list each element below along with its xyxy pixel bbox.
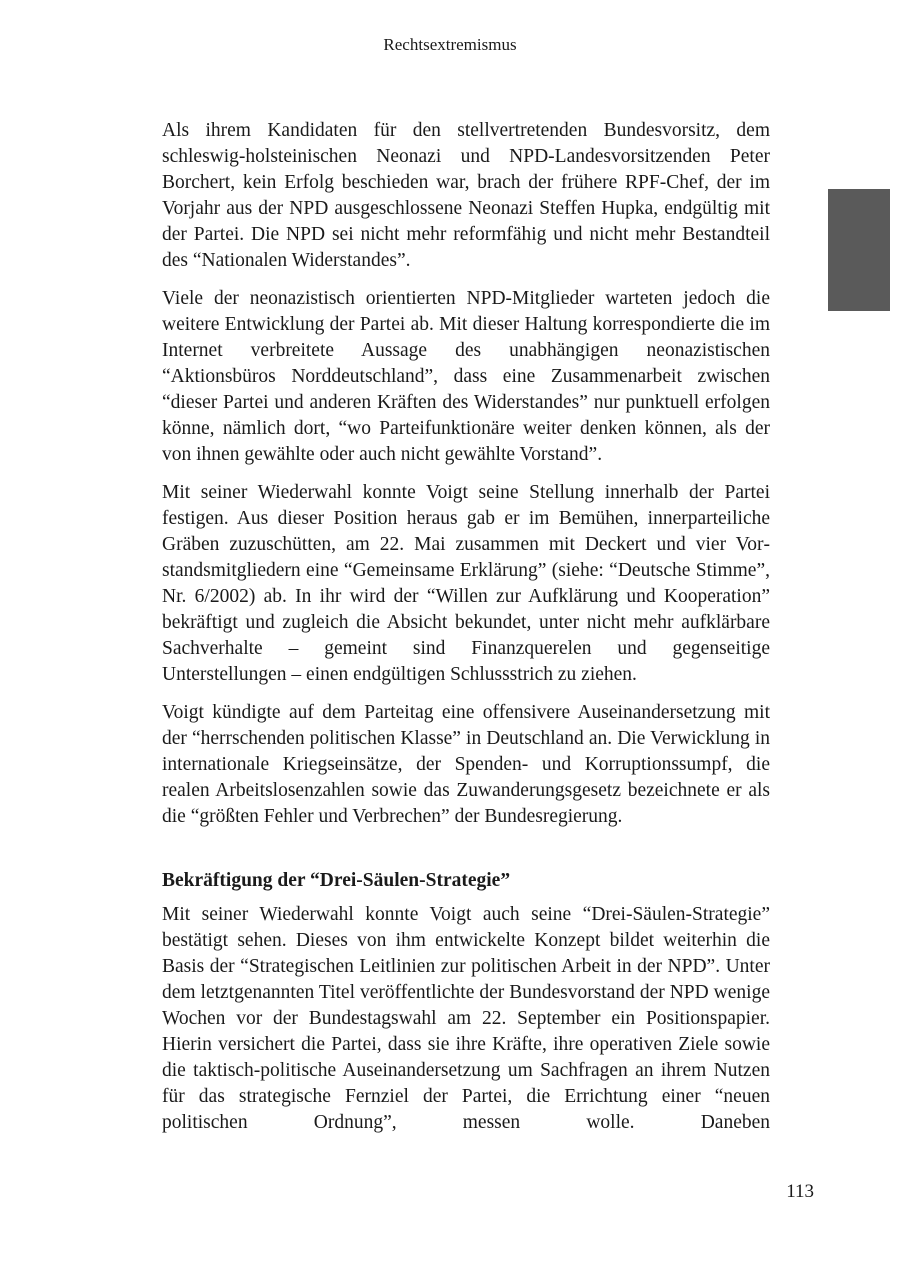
body-paragraph: Mit seiner Wiederwahl konnte Voigt auch seine “Drei-Säulen-Strategie” bestätigt sehen. Dieses von ihm entwickelte Konzept bildet weiterhin die Basis der “Strategischen Leitlinien zur politischen Arbeit in der NPD”. Unter dem letztgenannten Titel veröffentlichte der Bundesvorstand der NPD wenige Wochen vor der Bundestagswahl am 22. September ein Positionspapier. Hierin versichert die Partei, dass sie ihre Kräfte, ihre operativen Ziele sowie die taktisch-politische Auseinandersetzung um Sachfragen an ihrem Nutzen für das strategische Fernziel der Partei, die Errichtung einer “neuen politischen Ordnung”, messen wolle. Daneben [162, 904, 770, 1133]
chapter-thumb-tab [828, 189, 890, 311]
running-head-title: Rechtsextremismus [383, 35, 517, 54]
page-body [162, 118, 770, 1148]
body-paragraph: Viele der neonazistisch orientierten NPD-Mitglieder warteten jedoch die weitere Entwicklung der Partei ab. Mit dieser Haltung korrespondierte die im Internet verbreitete Aussage des unabhängigen neonazistischen “Aktionsbüros Norddeutschland”, dass eine Zusammenarbeit zwischen “dieser Partei und anderen Kräften des Widerstandes” nur punktuell erfolgen könne, nämlich dort, “wo Parteifunktionäre weiter denken können, als der von ihnen gewählte oder auch nicht gewählte Vorstand”. [162, 288, 770, 465]
body-paragraph: Voigt kündigte auf dem Parteitag eine offensivere Auseinandersetzung mit der “herrschenden politischen Klasse” in Deutschland an. Die Verwicklung in internationale Kriegseinsätze, der Spenden- und Korruptionssumpf, die realen Arbeitslosenzahlen sowie das Zuwanderungsgesetz bezeichnete er als die “größten Fehler und Verbrechen” der Bundesregierung. [162, 702, 770, 827]
body-paragraph: Als ihrem Kandidaten für den stellvertretenden Bundesvorsitz, dem schleswig-holsteinischen Neonazi und NPD-Landesvorsitzenden Peter Borchert, kein Erfolg beschieden war, brach der frühere RPF-Chef, der im Vorjahr aus der NPD ausgeschlossene Neonazi Steffen Hupka, endgültig mit der Partei. Die NPD sei nicht mehr reformfähig und nicht mehr Bestandteil des “Nationalen Widerstandes”. [162, 120, 770, 271]
body-paragraph: Mit seiner Wiederwahl konnte Voigt seine Stellung innerhalb der Partei festigen. Aus dieser Position heraus gab er im Bemühen, innerparteiliche Gräben zuzuschütten, am 22. Mai zusammen mit Deckert und vier Vorstandsmitgliedern eine “Gemeinsame Erklärung” (siehe: “Deutsche Stimme”, Nr. 6/2002) ab. In ihr wird der “Willen zur Aufklärung und Kooperation” bekräftigt und zugleich die Absicht bekundet, unter nicht mehr aufklärbare Sachverhalte – gemeint sind Finanzquerelen und gegenseitige Unterstellungen – einen endgültigen Schlussstrich zu ziehen. [162, 482, 770, 685]
page-number: 113 [786, 1181, 814, 1202]
section-heading: Bekräftigung der “Drei-Säulen-Strategie” [162, 870, 511, 891]
